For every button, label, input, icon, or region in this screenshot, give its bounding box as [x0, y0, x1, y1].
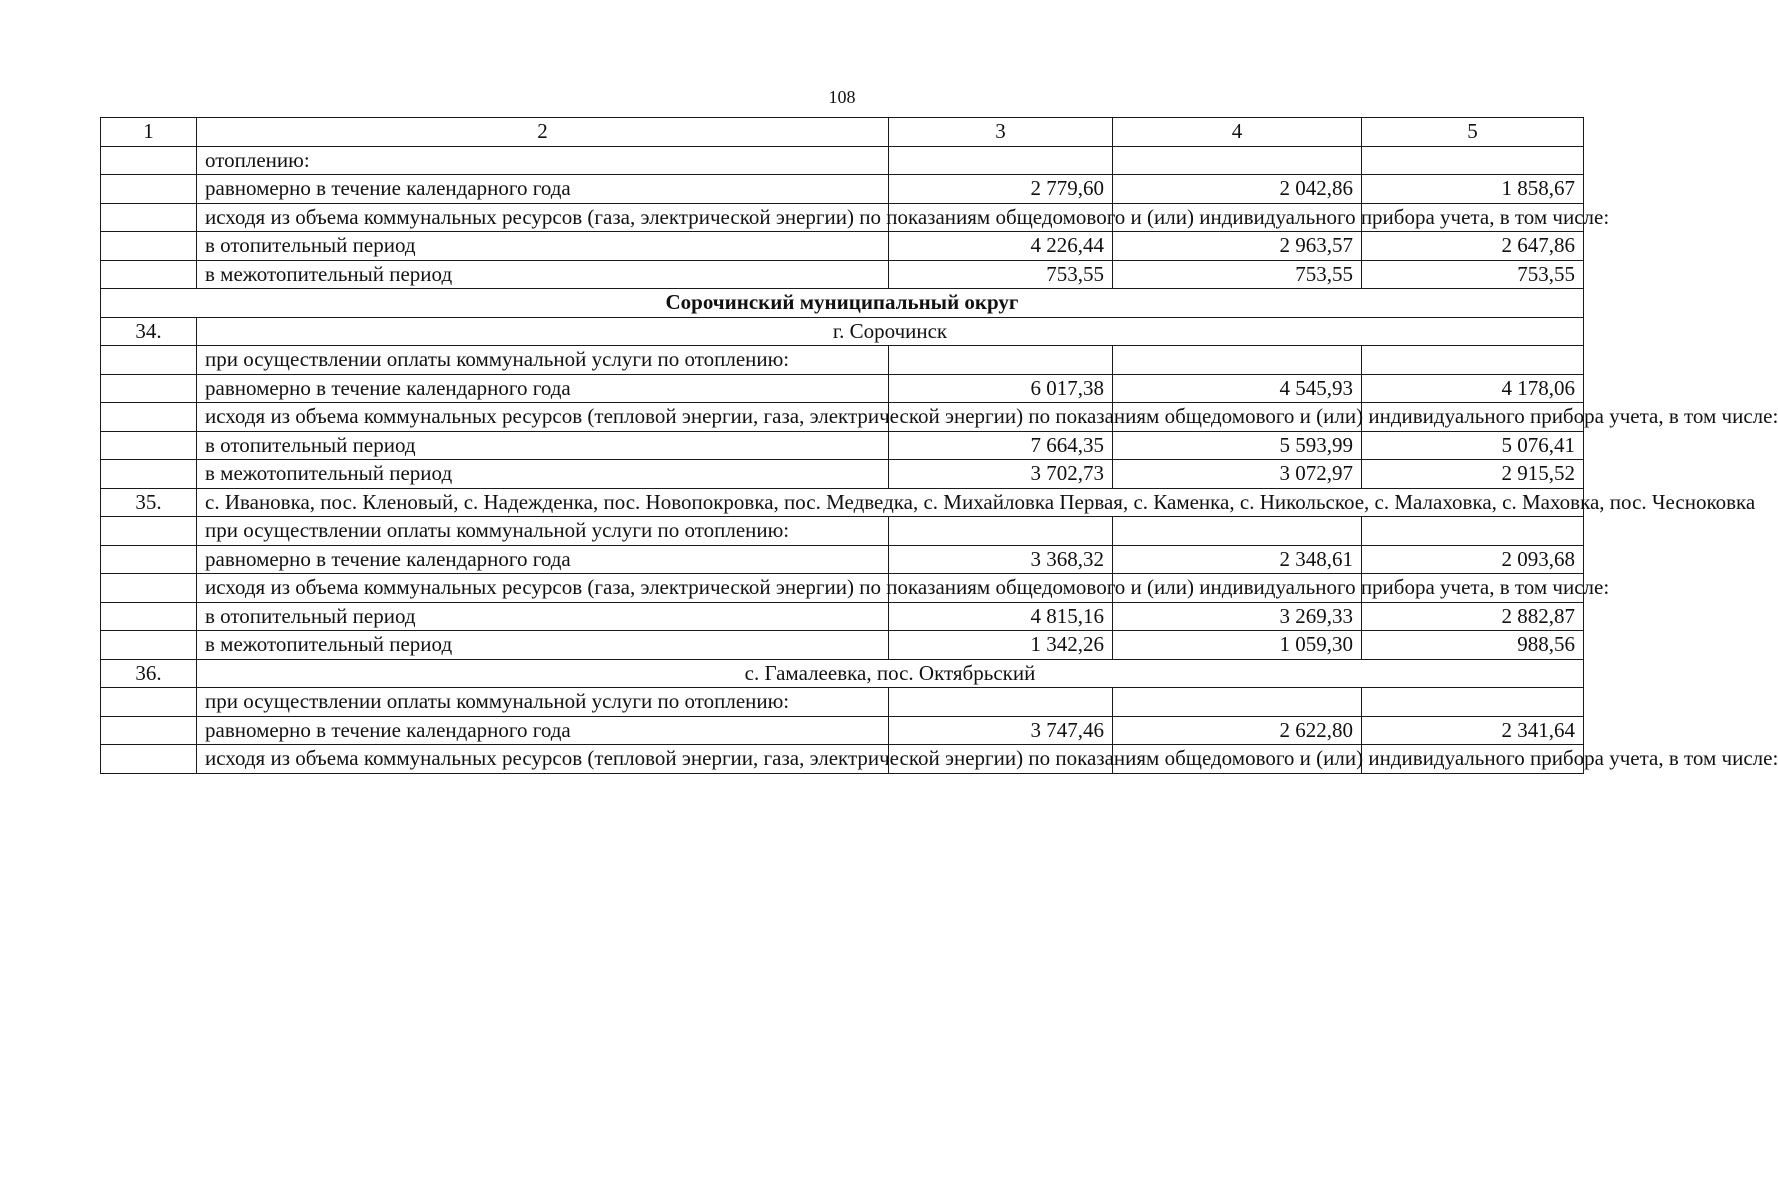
table-row [101, 403, 1584, 432]
row-index [101, 374, 197, 403]
table-row [101, 260, 1584, 289]
locality-row [101, 488, 1584, 517]
value-col-4: 3 269,33 [1113, 602, 1362, 631]
row-description: равномерно в течение календарного года [197, 545, 889, 574]
table-row [101, 374, 1584, 403]
row-description: при осуществлении оплаты коммунальной услуги по отоплению: [197, 346, 889, 375]
table-row [101, 431, 1584, 460]
value-col-5: 5 076,41 [1362, 431, 1584, 460]
value-col-4: 2 348,61 [1113, 545, 1362, 574]
row-index [101, 545, 197, 574]
value-col-5: 4 178,06 [1362, 374, 1584, 403]
value-col-4: 5 593,99 [1113, 431, 1362, 460]
row-description: в отопительный период [197, 602, 889, 631]
value-col-5: 2 647,86 [1362, 232, 1584, 261]
value-col-4 [1113, 517, 1362, 546]
table-row [101, 574, 1584, 603]
table-row [101, 716, 1584, 745]
value-col-3: 4 226,44 [889, 232, 1113, 261]
row-description: равномерно в течение календарного года [197, 716, 889, 745]
row-index [101, 460, 197, 489]
value-col-3: 3 368,32 [889, 545, 1113, 574]
value-col-4: 753,55 [1113, 260, 1362, 289]
value-col-3: 3 702,73 [889, 460, 1113, 489]
row-description: при осуществлении оплаты коммунальной услуги по отоплению: [197, 688, 889, 717]
table-row [101, 745, 1584, 774]
table-row [101, 175, 1584, 204]
row-description: исходя из объема коммунальных ресурсов (тепловой энергии, газа, электрической энергии) по показаниям общедомового и (или) индивидуального прибора учета, в том числе: [197, 403, 889, 432]
value-col-3: 3 747,46 [889, 716, 1113, 745]
locality-row [101, 317, 1584, 346]
value-col-4: 2 963,57 [1113, 232, 1362, 261]
value-col-4 [1113, 688, 1362, 717]
value-col-3: 753,55 [889, 260, 1113, 289]
row-description: в отопительный период [197, 232, 889, 261]
value-col-5: 2 915,52 [1362, 460, 1584, 489]
row-index [101, 260, 197, 289]
value-col-3: 6 017,38 [889, 374, 1113, 403]
row-index [101, 631, 197, 660]
row-index [101, 688, 197, 717]
row-index [101, 716, 197, 745]
value-col-5: 2 341,64 [1362, 716, 1584, 745]
row-index [101, 517, 197, 546]
row-index [101, 574, 197, 603]
table-row [101, 688, 1584, 717]
value-col-3: 1 342,26 [889, 631, 1113, 660]
table-row [101, 203, 1584, 232]
row-description: исходя из объема коммунальных ресурсов (тепловой энергии, газа, электрической энергии) по показаниям общедомового и (или) индивидуального прибора учета, в том числе: [197, 745, 889, 774]
value-col-3 [889, 146, 1113, 175]
table-row [101, 146, 1584, 175]
row-index [101, 203, 197, 232]
value-col-3 [889, 688, 1113, 717]
row-index: 34. [101, 317, 197, 346]
value-col-5: 1 858,67 [1362, 175, 1584, 204]
row-description: в межотопительный период [197, 260, 889, 289]
page-number: 108 [828, 87, 856, 107]
locality-row [101, 659, 1584, 688]
value-col-5 [1362, 346, 1584, 375]
row-index [101, 403, 197, 432]
row-index [101, 146, 197, 175]
value-col-5 [1362, 146, 1584, 175]
value-col-4 [1113, 146, 1362, 175]
value-col-4: 2 042,86 [1113, 175, 1362, 204]
row-index [101, 602, 197, 631]
row-description: при осуществлении оплаты коммунальной услуги по отоплению: [197, 517, 889, 546]
header-cell-1: 1 [101, 118, 197, 147]
value-col-3: 4 815,16 [889, 602, 1113, 631]
table-row [101, 517, 1584, 546]
locality-name: с. Гамалеевка, пос. Октябрьский [197, 659, 1584, 688]
value-col-4: 2 622,80 [1113, 716, 1362, 745]
value-col-3: 7 664,35 [889, 431, 1113, 460]
section-title: Сорочинский муниципальный округ [101, 289, 1584, 318]
header-cell-5: 5 [1362, 118, 1584, 147]
header-cell-3: 3 [889, 118, 1113, 147]
value-col-4: 3 072,97 [1113, 460, 1362, 489]
value-col-5: 988,56 [1362, 631, 1584, 660]
row-index [101, 346, 197, 375]
row-index [101, 232, 197, 261]
locality-name: г. Сорочинск [197, 317, 1584, 346]
value-col-5: 753,55 [1362, 260, 1584, 289]
value-col-5: 2 093,68 [1362, 545, 1584, 574]
header-cell-4: 4 [1113, 118, 1362, 147]
header-cell-2: 2 [197, 118, 889, 147]
locality-name: с. Ивановка, пос. Кленовый, с. Надежденка, пос. Новопокровка, пос. Медведка, с. Михайловка Первая, с. Каменка, с. Никольское, с. Малаховка, с. Маховка, пос. Чесноковка [197, 488, 1584, 517]
value-col-3: 2 779,60 [889, 175, 1113, 204]
value-col-4 [1113, 346, 1362, 375]
tariff-table [100, 117, 1778, 774]
table-row [101, 346, 1584, 375]
row-index: 36. [101, 659, 197, 688]
row-description: в отопительный период [197, 431, 889, 460]
table-row [101, 602, 1584, 631]
table-row [101, 460, 1584, 489]
value-col-3 [889, 346, 1113, 375]
header-row [101, 118, 1584, 147]
row-index: 35. [101, 488, 197, 517]
row-description: отоплению: [197, 146, 889, 175]
section-row [101, 289, 1584, 318]
table-row [101, 631, 1584, 660]
row-description: в межотопительный период [197, 631, 889, 660]
value-col-5 [1362, 688, 1584, 717]
row-description: исходя из объема коммунальных ресурсов (газа, электрической энергии) по показаниям общедомового и (или) индивидуального прибора учета, в том числе: [197, 574, 889, 603]
row-description: равномерно в течение календарного года [197, 175, 889, 204]
value-col-4: 4 545,93 [1113, 374, 1362, 403]
value-col-5 [1362, 517, 1584, 546]
row-index [101, 745, 197, 774]
table-row [101, 545, 1584, 574]
table-row [101, 232, 1584, 261]
row-index [101, 175, 197, 204]
row-description: в межотопительный период [197, 460, 889, 489]
row-description: равномерно в течение календарного года [197, 374, 889, 403]
value-col-3 [889, 517, 1113, 546]
row-index [101, 431, 197, 460]
value-col-4: 1 059,30 [1113, 631, 1362, 660]
row-description: исходя из объема коммунальных ресурсов (газа, электрической энергии) по показаниям общедомового и (или) индивидуального прибора учета, в том числе: [197, 203, 889, 232]
value-col-5: 2 882,87 [1362, 602, 1584, 631]
